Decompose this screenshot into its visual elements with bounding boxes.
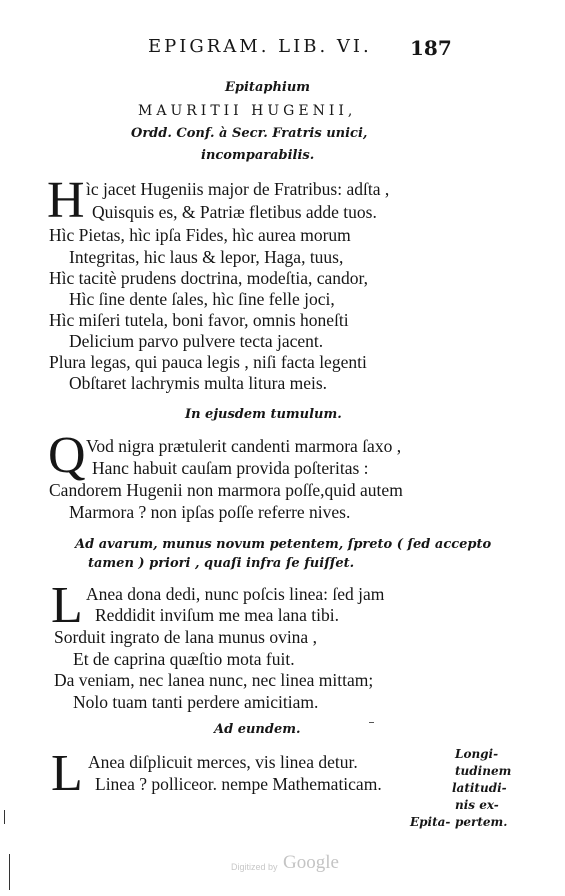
poem3-title-line-2: tamen ) priori , quaſi infra ſe fuiſſet. xyxy=(88,556,355,571)
poem1-line-1: ìc jacet Hugeniis major de Fratribus: adſta , xyxy=(86,179,390,199)
page-edge-mark xyxy=(4,810,5,824)
poem1-line-2: Quisquis es, & Patriæ fletibus adde tuos. xyxy=(92,202,377,222)
poem2-line-4: Marmora ? non ipſas poſſe referre nives. xyxy=(69,502,351,522)
poem3-title-line-1: Ad avarum, munus novum petentem, ſpreto ( ſed accepto xyxy=(75,537,492,552)
poem3-line-6: Nolo tuam tanti perdere amicitiam. xyxy=(73,692,319,712)
poem3-line-2: Reddidit inviſum me mea lana tibi. xyxy=(95,605,339,625)
margin-note-line-3: latitudi- xyxy=(452,781,507,795)
poem1-line-3: Hìc Pietas, hìc ipſa Fides, hìc aurea morum xyxy=(49,225,351,245)
running-title: EPIGRAM. LIB. VI. xyxy=(148,36,372,57)
poem4-drop-cap: L xyxy=(51,745,83,802)
poem4-line-1: Anea diſplicuit merces, vis linea detur. xyxy=(88,752,358,772)
poem2-line-2: Hanc habuit cauſam provida poſteritas : xyxy=(92,458,369,478)
margin-note-line-5: pertem. xyxy=(455,815,508,829)
poem1-line-5: Hìc tacitè prudens doctrina, modeſtia, candor, xyxy=(49,268,369,288)
poem4-title: Ad eundem. xyxy=(214,722,301,737)
poem1-line-8: Delicium parvo pulvere tecta jacent. xyxy=(69,331,324,351)
poem1-line-6: Hìc ſine dente ſales, hìc ſine felle joci, xyxy=(69,289,335,309)
poem1-line-7: Hìc miſeri tutela, boni favor, omnis honeſti xyxy=(49,310,349,330)
poem1-title-epitaphium: Epitaphium xyxy=(225,80,311,95)
margin-note-line-1: Longi- xyxy=(455,747,499,761)
poem1-line-4: Integritas, hic laus & lepor, Haga, tuus, xyxy=(69,247,344,267)
page-number: 187 xyxy=(410,36,452,60)
margin-note-line-4: nis ex- xyxy=(455,798,499,812)
page-edge-mark xyxy=(9,854,10,890)
poem3-drop-cap: L xyxy=(51,577,83,634)
poem1-drop-cap: H xyxy=(47,172,85,229)
poem1-line-9: Plura legas, qui pauca legis , niſi facta legenti xyxy=(49,352,367,372)
digitized-by-text: Digitized by xyxy=(231,862,278,872)
poem1-title-epithet: incomparabilis. xyxy=(201,148,315,163)
poem1-line-10: Obſtaret lachrymis multa litura meis. xyxy=(69,373,328,393)
poem2-title: In ejusdem tumulum. xyxy=(185,407,342,422)
poem3-line-3: Sorduit ingrato de lana munus ovina , xyxy=(54,627,317,647)
google-watermark: Google xyxy=(283,852,339,873)
stray-mark xyxy=(369,722,374,723)
poem1-title-name: MAURITII HUGENII, xyxy=(138,103,357,119)
poem3-line-1: Anea dona dedi, nunc poſcis linea: ſed jam xyxy=(86,584,385,604)
poem2-line-3: Candorem Hugenii non marmora poſſe,quid autem xyxy=(49,480,403,500)
poem3-line-5: Da veniam, nec lanea nunc, nec linea mittam; xyxy=(54,670,374,690)
poem1-title-office: Ordd. Conf. à Secr. Fratris unici, xyxy=(131,126,368,141)
poem2-line-1: Vod nigra prætulerit candenti marmora ſaxo , xyxy=(86,436,402,456)
margin-note-line-2: tudinem xyxy=(455,764,512,778)
poem4-line-2: Linea ? polliceor. nempe Mathematicam. xyxy=(95,774,382,794)
poem3-line-4: Et de caprina quæſtio mota fuit. xyxy=(73,649,295,669)
catchword: Epita- xyxy=(410,815,451,829)
poem2-drop-cap: Q xyxy=(48,427,86,484)
